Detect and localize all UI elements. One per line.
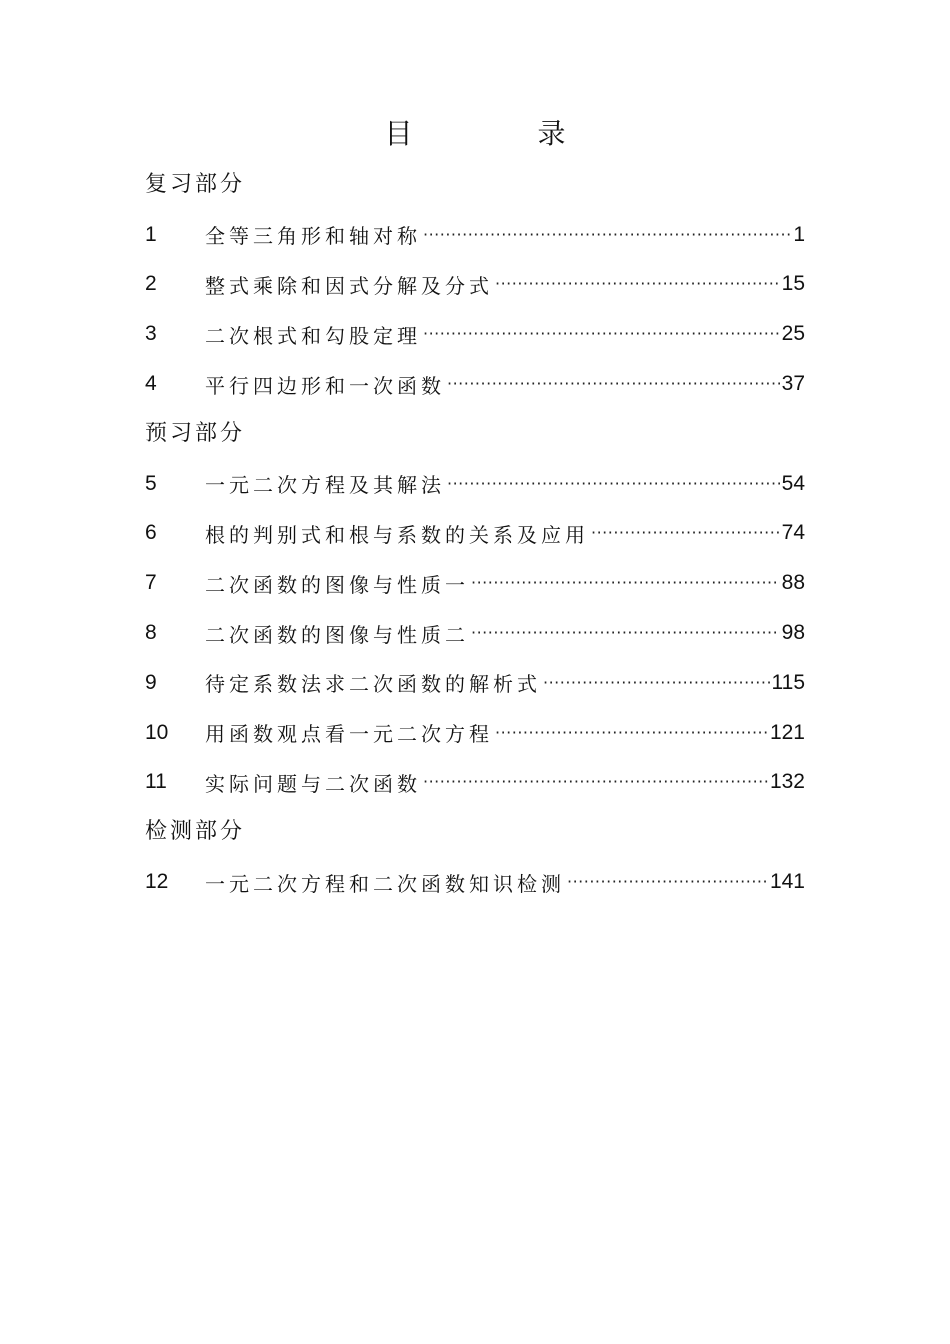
entry-title: 一元二次方程和二次函数知识检测 xyxy=(205,871,565,896)
entry-page-number: 121 xyxy=(769,720,805,744)
entry-title: 根的判别式和根与系数的关系及应用 xyxy=(205,522,589,547)
entry-number: 6 xyxy=(145,521,157,545)
entry-title: 用函数观点看一元二次方程 xyxy=(205,722,493,747)
entry-page-number: 141 xyxy=(769,870,805,894)
entry-title: 二次根式和勾股定理 xyxy=(205,323,421,348)
entry-title: 二次函数的图像与性质一 xyxy=(205,572,469,597)
toc-entry xyxy=(145,309,805,359)
entry-title: 一元二次方程及其解法 xyxy=(205,473,445,498)
table-of-contents xyxy=(145,160,805,907)
section-heading-preview: 预习部分 xyxy=(145,420,246,446)
entry-page-number: 1 xyxy=(793,222,805,246)
dot-leader xyxy=(567,874,768,890)
entry-number: 12 xyxy=(145,870,169,894)
toc-entry xyxy=(145,758,805,808)
dot-leader xyxy=(423,227,791,243)
entry-number: 9 xyxy=(145,670,157,694)
dot-leader xyxy=(471,575,780,591)
entry-page-number: 37 xyxy=(781,372,805,396)
entry-page-number: 15 xyxy=(781,272,805,296)
toc-entry xyxy=(145,459,805,509)
entry-page-number: 54 xyxy=(781,471,805,495)
entry-number: 3 xyxy=(145,322,157,346)
entry-page-number: 88 xyxy=(781,571,805,595)
entry-title: 全等三角形和轴对称 xyxy=(205,224,421,249)
entry-number: 11 xyxy=(145,770,167,794)
entry-title: 实际问题与二次函数 xyxy=(205,771,421,796)
toc-entry xyxy=(145,260,805,310)
toc-entry xyxy=(145,708,805,758)
toc-entry xyxy=(145,509,805,559)
entry-page-number: 115 xyxy=(771,670,805,694)
entry-page-number: 132 xyxy=(769,770,805,794)
dot-leader xyxy=(495,725,768,741)
entry-title: 整式乘除和因式分解及分式 xyxy=(205,273,493,298)
dot-leader xyxy=(495,276,780,292)
toc-entry xyxy=(145,608,805,658)
entry-title: 二次函数的图像与性质二 xyxy=(205,622,469,647)
entry-page-number: 74 xyxy=(781,521,805,545)
dot-leader xyxy=(423,326,780,342)
entry-page-number: 25 xyxy=(781,322,805,346)
entry-number: 7 xyxy=(145,571,157,595)
entry-number: 4 xyxy=(145,372,157,396)
entry-title: 平行四边形和一次函数 xyxy=(205,373,445,398)
section-heading-test: 检测部分 xyxy=(145,819,246,845)
dot-leader xyxy=(447,476,780,492)
entry-number: 1 xyxy=(145,222,157,246)
dot-leader xyxy=(471,625,780,641)
toc-entry xyxy=(145,558,805,608)
toc-entry xyxy=(145,210,805,260)
entry-page-number: 98 xyxy=(781,621,805,645)
page-title: 目 录 xyxy=(384,117,624,150)
toc-entry xyxy=(145,658,805,708)
entry-title: 待定系数法求二次函数的解析式 xyxy=(205,672,541,697)
dot-leader xyxy=(447,376,780,392)
dot-leader xyxy=(423,774,768,790)
dot-leader xyxy=(543,675,770,691)
entry-number: 8 xyxy=(145,621,157,645)
entry-number: 5 xyxy=(145,471,157,495)
toc-entry xyxy=(145,857,805,907)
entry-number: 2 xyxy=(145,272,157,296)
toc-entry xyxy=(145,359,805,409)
entry-number: 10 xyxy=(145,720,169,744)
dot-leader xyxy=(591,525,780,541)
section-heading-review: 复习部分 xyxy=(145,172,246,197)
